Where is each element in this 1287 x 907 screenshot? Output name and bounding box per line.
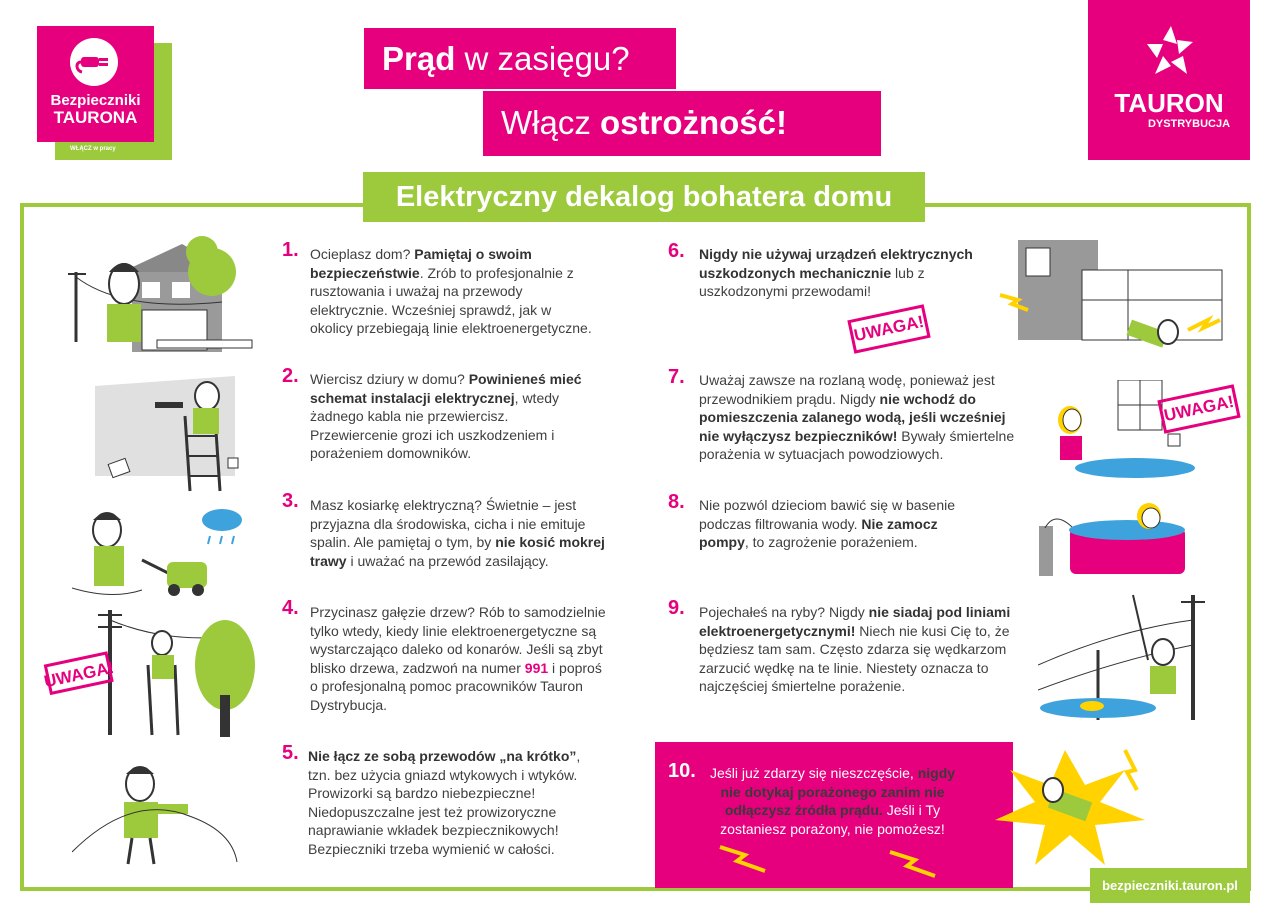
logo-left-line1: Bezpieczniki	[50, 92, 141, 109]
tree-trimming-illustration	[40, 605, 255, 740]
headline-line2: Włącz ostrożność!	[483, 91, 881, 156]
item-3-text: Masz kosiarkę elektryczną? Świetnie – jest przyjazna dla środowiska, cicha i nie emituje spalin. Ale pamiętaj o tym, by nie kosić mokrej trawy i uważać na przewód zasilający.	[310, 497, 605, 569]
item-5-number: 5.	[282, 742, 299, 764]
item-1-number: 1.	[282, 239, 299, 261]
tauron-sub: DYSTRYBUCJA	[1147, 118, 1231, 130]
lightning-icon	[885, 842, 945, 882]
item-4-text: Przycinasz gałęzie drzew? Rób to samodzielnie tylko wtedy, kiedy linie elektroenergetyczne są wystarczająco daleko od konarów. Jeśli są zbyt blisko drzewa, zadzwoń na numer 991 i poproś o profesjonalną pomoc pracowników Tauron Dystrybucja.	[310, 604, 606, 713]
item-9-number: 9.	[668, 597, 685, 619]
plug-icon	[70, 38, 118, 86]
warning-stamp-text: UWAGA!	[42, 658, 116, 692]
item-6-number: 6.	[668, 240, 685, 262]
house-insulation-illustration	[62, 232, 262, 367]
tauron-logo	[1088, 0, 1250, 160]
headline-line1: Prąd w zasięgu?	[364, 28, 676, 89]
item-9-text: Pojechałeś na ryby? Nigdy nie siadaj pod liniami elektroenergetycznymi! Niech nie kusi Cię to, że będziesz tam sam. Często zdarza się wędkarzom zarzucić wędkę na te linie. Niestety oznacza to najczęściej śmiertelne porażenie.	[699, 604, 1011, 694]
tauron-name: TAURON	[1114, 88, 1224, 118]
damaged-device-illustration	[998, 240, 1233, 352]
wires-illustration	[72, 762, 252, 866]
logo-left-tagline: WŁĄCZ w pracy	[70, 146, 116, 152]
logo-left-line2: TAURONA	[53, 108, 138, 127]
item-2-text: Wiercisz dziury w domu? Powinieneś mieć schemat instalacji elektrycznej, wtedy żadnego kabla nie przewiercisz. Przewiercenie grozi ich uszkodzeniem i porażeniem domowników.	[310, 371, 582, 461]
warning-stamp-6: UWAGA!	[847, 304, 930, 353]
item-4-number: 4.	[282, 597, 299, 619]
item-2-number: 2.	[282, 365, 299, 387]
item-7-text: Uważaj zawsze na rozlaną wodę, ponieważ jest przewodnikiem prądu. Nigdy nie wchodź do pomieszczenia zalanego wodą, jeśli wcześniej nie wyłączysz bezpieczników! Bywały śmiertelne porażenia w sytuacjach powodziowych.	[699, 372, 1015, 462]
bezpieczniki-logo	[37, 26, 154, 142]
website-url[interactable]: bezpieczniki.tauron.pl	[1090, 868, 1250, 903]
electrocuted-person-illustration	[975, 740, 1150, 872]
item-7-number: 7.	[668, 366, 685, 388]
mower-illustration	[72, 500, 252, 600]
fishing-illustration	[1038, 590, 1210, 725]
tauron-star-icon	[1143, 22, 1199, 82]
item-10-box	[655, 742, 1013, 888]
item-8-text: Nie pozwól dzieciom bawić się w basenie podczas filtrowania wody. Nie zamocz pompy, to zagrożenie porażeniem.	[699, 497, 956, 550]
item-3-number: 3.	[282, 490, 299, 512]
pool-illustration	[1025, 500, 1190, 580]
item-1-text: Ocieplasz dom? Pamiętaj o swoim bezpieczeństwie. Zrób to profesjonalnie z rusztowania i uważaj na przewody elektrycznie. Wcześniej sprawdź, jak w okolicy przebiegają linie elektroenergetyczne.	[310, 246, 592, 336]
item-6-text: Nigdy nie używaj urządzeń elektrycznych uszkodzonych mechanicznie lub z uszkodzonymi przewodami!	[699, 246, 973, 299]
item-8-number: 8.	[668, 491, 685, 513]
warning-stamp-7: UWAGA!	[1157, 384, 1240, 433]
lightning-icon	[715, 837, 775, 877]
drilling-illustration	[95, 376, 245, 494]
banner-title: Elektryczny dekalog bohatera domu	[363, 172, 925, 222]
item-10-number: 10.	[668, 760, 696, 782]
item-10-text: Jeśli już zdarzy się nieszczęście, nigdy nie dotykaj porażonego zanim nie odłączysz źródła prądu. Jeśli i Ty zostaniesz porażony, nie pomożesz!	[709, 765, 956, 837]
item-5-text: Nie łącz ze sobą przewodów „na krótko”, tzn. bez użycia gniazd wtykowych i wtyków. Prowizorki są bardzo niebezpieczne! Niedopuszczalne jest też prowizoryczne naprawianie wkładek bezpiecznikowych! Bezpieczniki trzeba wymienić w całości.	[308, 748, 581, 857]
